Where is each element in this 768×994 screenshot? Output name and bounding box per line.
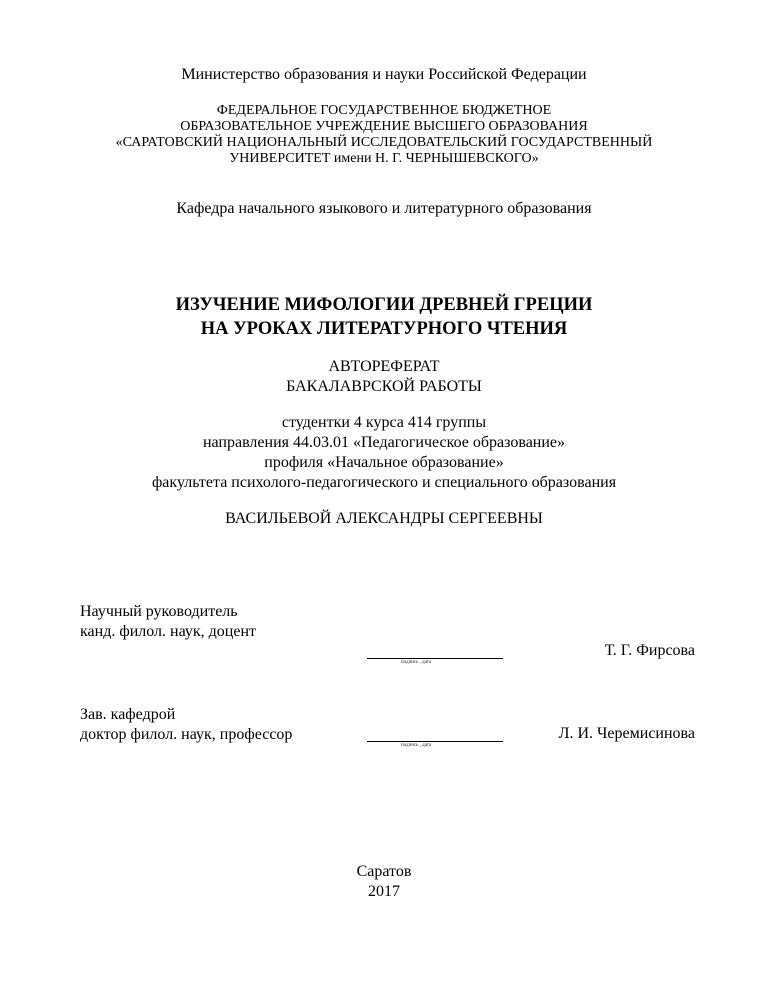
document-type-line: АВТОРЕФЕРАТ [328,358,440,375]
head-degree: доктор филол. наук, профессор [80,726,293,743]
head-signature-line [367,741,503,742]
supervisor-degree: канд. филол. наук, доцент [80,623,257,640]
document-type [0,357,768,397]
supervisor-role: Научный руководитель [80,603,238,620]
head-block [80,705,292,745]
thesis-title-line: НА УРОКАХ ЛИТЕРАТУРНОГО ЧТЕНИЯ [200,319,568,339]
organization-line: ОБРАЗОВАТЕЛЬНОЕ УЧРЕЖДЕНИЕ ВЫСШЕГО ОБРАЗОВАНИЯ [180,119,588,134]
department-line: Кафедра начального языкового и литературного образования [176,200,592,217]
thesis-title [0,293,768,341]
supervisor-name: Т. Г. Фирсова [604,642,695,659]
supervisor-signature-line [367,658,503,659]
student-info-line: студентки 4 курса 414 группы [281,414,487,431]
student-info-line: направления 44.03.01 «Педагогическое образование» [202,434,566,451]
document-type-line: БАКАЛАВРСКОЙ РАБОТЫ [286,378,482,395]
head-name: Л. И. Черемисинова [558,725,695,742]
footer [0,862,768,902]
student-info-line: профиля «Начальное образование» [264,454,504,471]
student-name: ВАСИЛЬЕВОЙ АЛЕКСАНДРЫ СЕРГЕЕВНЫ [225,510,543,527]
student-info [0,413,768,493]
year: 2017 [368,883,400,900]
thesis-title-line: ИЗУЧЕНИЕ МИФОЛОГИИ ДРЕВНЕЙ ГРЕЦИИ [175,295,593,315]
ministry-line: Министерство образования и науки Российской Федерации [181,66,587,83]
organization-line: «САРАТОВСКИЙ НАЦИОНАЛЬНЫЙ ИССЛЕДОВАТЕЛЬСКИЙ ГОСУДАРСТВЕННЫЙ [115,135,653,150]
city: Саратов [356,863,412,880]
head-signature-caption: подпись , дата [401,743,432,748]
supervisor-block [80,602,256,642]
organization-line: ФЕДЕРАЛЬНОЕ ГОСУДАРСТВЕННОЕ БЮДЖЕТНОЕ [216,103,552,118]
supervisor-signature-caption: подпись , дата [401,660,432,665]
head-role: Зав. кафедрой [80,706,176,723]
student-info-line: факультета психолого-педагогического и специального образования [151,474,617,491]
organization-block [0,103,768,167]
organization-line: УНИВЕРСИТЕТ имени Н. Г. ЧЕРНЫШЕВСКОГО» [229,151,539,166]
